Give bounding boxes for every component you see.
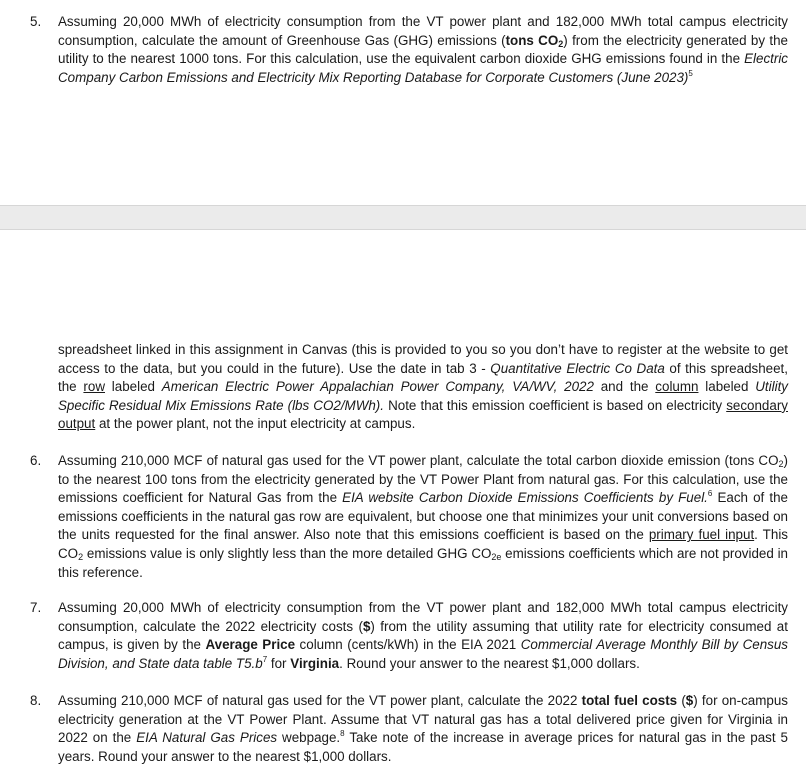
reference-title: EIA website Carbon Dioxide Emissions Coefficients by Fuel.	[342, 490, 708, 506]
question-number: 7.	[30, 600, 42, 615]
question-text: Assuming 210,000 MCF of natural gas used for the VT power plant, calculate the 2022 total fuel costs ($) for on-campus electricity generation at the VT Power Plant. Assume that VT natural gas has a total delivered price given for Virginia in 2022 on the EIA Natural Gas Prices webpage.$^8$ Take note of the increase in average prices for natural gas in the past 5 years. Round your answer to the nearest $1,000 dollars.	[58, 693, 788, 764]
question-5-continued: spreadsheet linked in this assignment in Canvas (this is provided to you so you don’t have to register at the website to get access to the data, but you could in the future). Use the date in tab 3 - Quantitative Electric Co Data of this spreadsheet, the row labeled American Electric Power Appalachian Power Company, VA/WV, 2022 and the column labeled Utility Specific Residual Mix Emissions Rate (lbs CO2/MWh). Note that this emission coefficient is based on electricity secondary output at the power plant, not the input electricity at campus.	[58, 342, 788, 432]
question-text: Assuming 210,000 MCF of natural gas used for the VT power plant, calculate the total carbon dioxide emission (tons $CO_2$) to the nearest 100 tons from the electricity generated by the VT Power Plant from natural gas. For this calculation, use the emissions coefficient for Natural Gas from the EIA website Carbon Dioxide Emissions Coefficients by Fuel.$^6$ Each of the emissions coefficients in the natural gas row are equivalent, but choose one that minimizes your unit conversions based on the units requested for the final answer. Also note that this emissions coefficient is based on the primary fuel input. This $CO_2$ emissions value is only slightly less than the more detailed GHG $CO_{2e}$ emissions coefficients which are not provided in this reference.	[58, 453, 789, 580]
question-5	[30, 13, 788, 87]
question-8	[30, 692, 788, 766]
page-break	[0, 205, 806, 230]
reference-title: Electric Company Carbon Emissions and Electricity Mix Reporting Database for Corporate Customers (June 2023)	[58, 51, 788, 85]
question-number: 5.	[30, 14, 42, 29]
reference-title: Commercial Average Monthly Bill by Census Division, and State data table T5.b	[58, 637, 788, 671]
footnote-ref: 6	[707, 489, 713, 499]
emphasis-bold: tons $CO_2$	[505, 32, 564, 49]
question-text: Assuming 20,000 MWh of electricity consumption from the VT power plant and 182,000 MWh total campus electricity consumption, calculate the amount of Greenhouse Gas (GHG) emissions (tons $CO_2$) from the electricity generated by the utility to the nearest 1000 tons. For this calculation, use the equivalent carbon dioxide GHG emissions found in the Electric Company Carbon Emissions and Electricity Mix Reporting Database for Corporate Customers (June 2023)$^5$	[58, 14, 788, 85]
footnote-ref: 5	[688, 68, 693, 78]
footnote-ref: 7	[262, 654, 268, 664]
reference-title: EIA Natural Gas Prices	[136, 730, 278, 746]
question-number: 6.	[30, 453, 42, 468]
question-text: Assuming 20,000 MWh of electricity consumption from the VT power plant and 182,000 MWh total campus electricity consumption, calculate the 2022 electricity costs ($) from the utility assuming that utility rate for electricity consumed at campus, is given by the Average Price column (cents/kWh) in the EIA 2021 Commercial Average Monthly Bill by Census Division, and State data table $T5.b^7$ for Virginia. Round your answer to the nearest $1,000 dollars.	[58, 600, 788, 671]
question-6	[30, 452, 788, 582]
footnote-ref: 8	[340, 729, 345, 739]
question-7	[30, 599, 788, 673]
question-number: 8.	[30, 693, 42, 708]
